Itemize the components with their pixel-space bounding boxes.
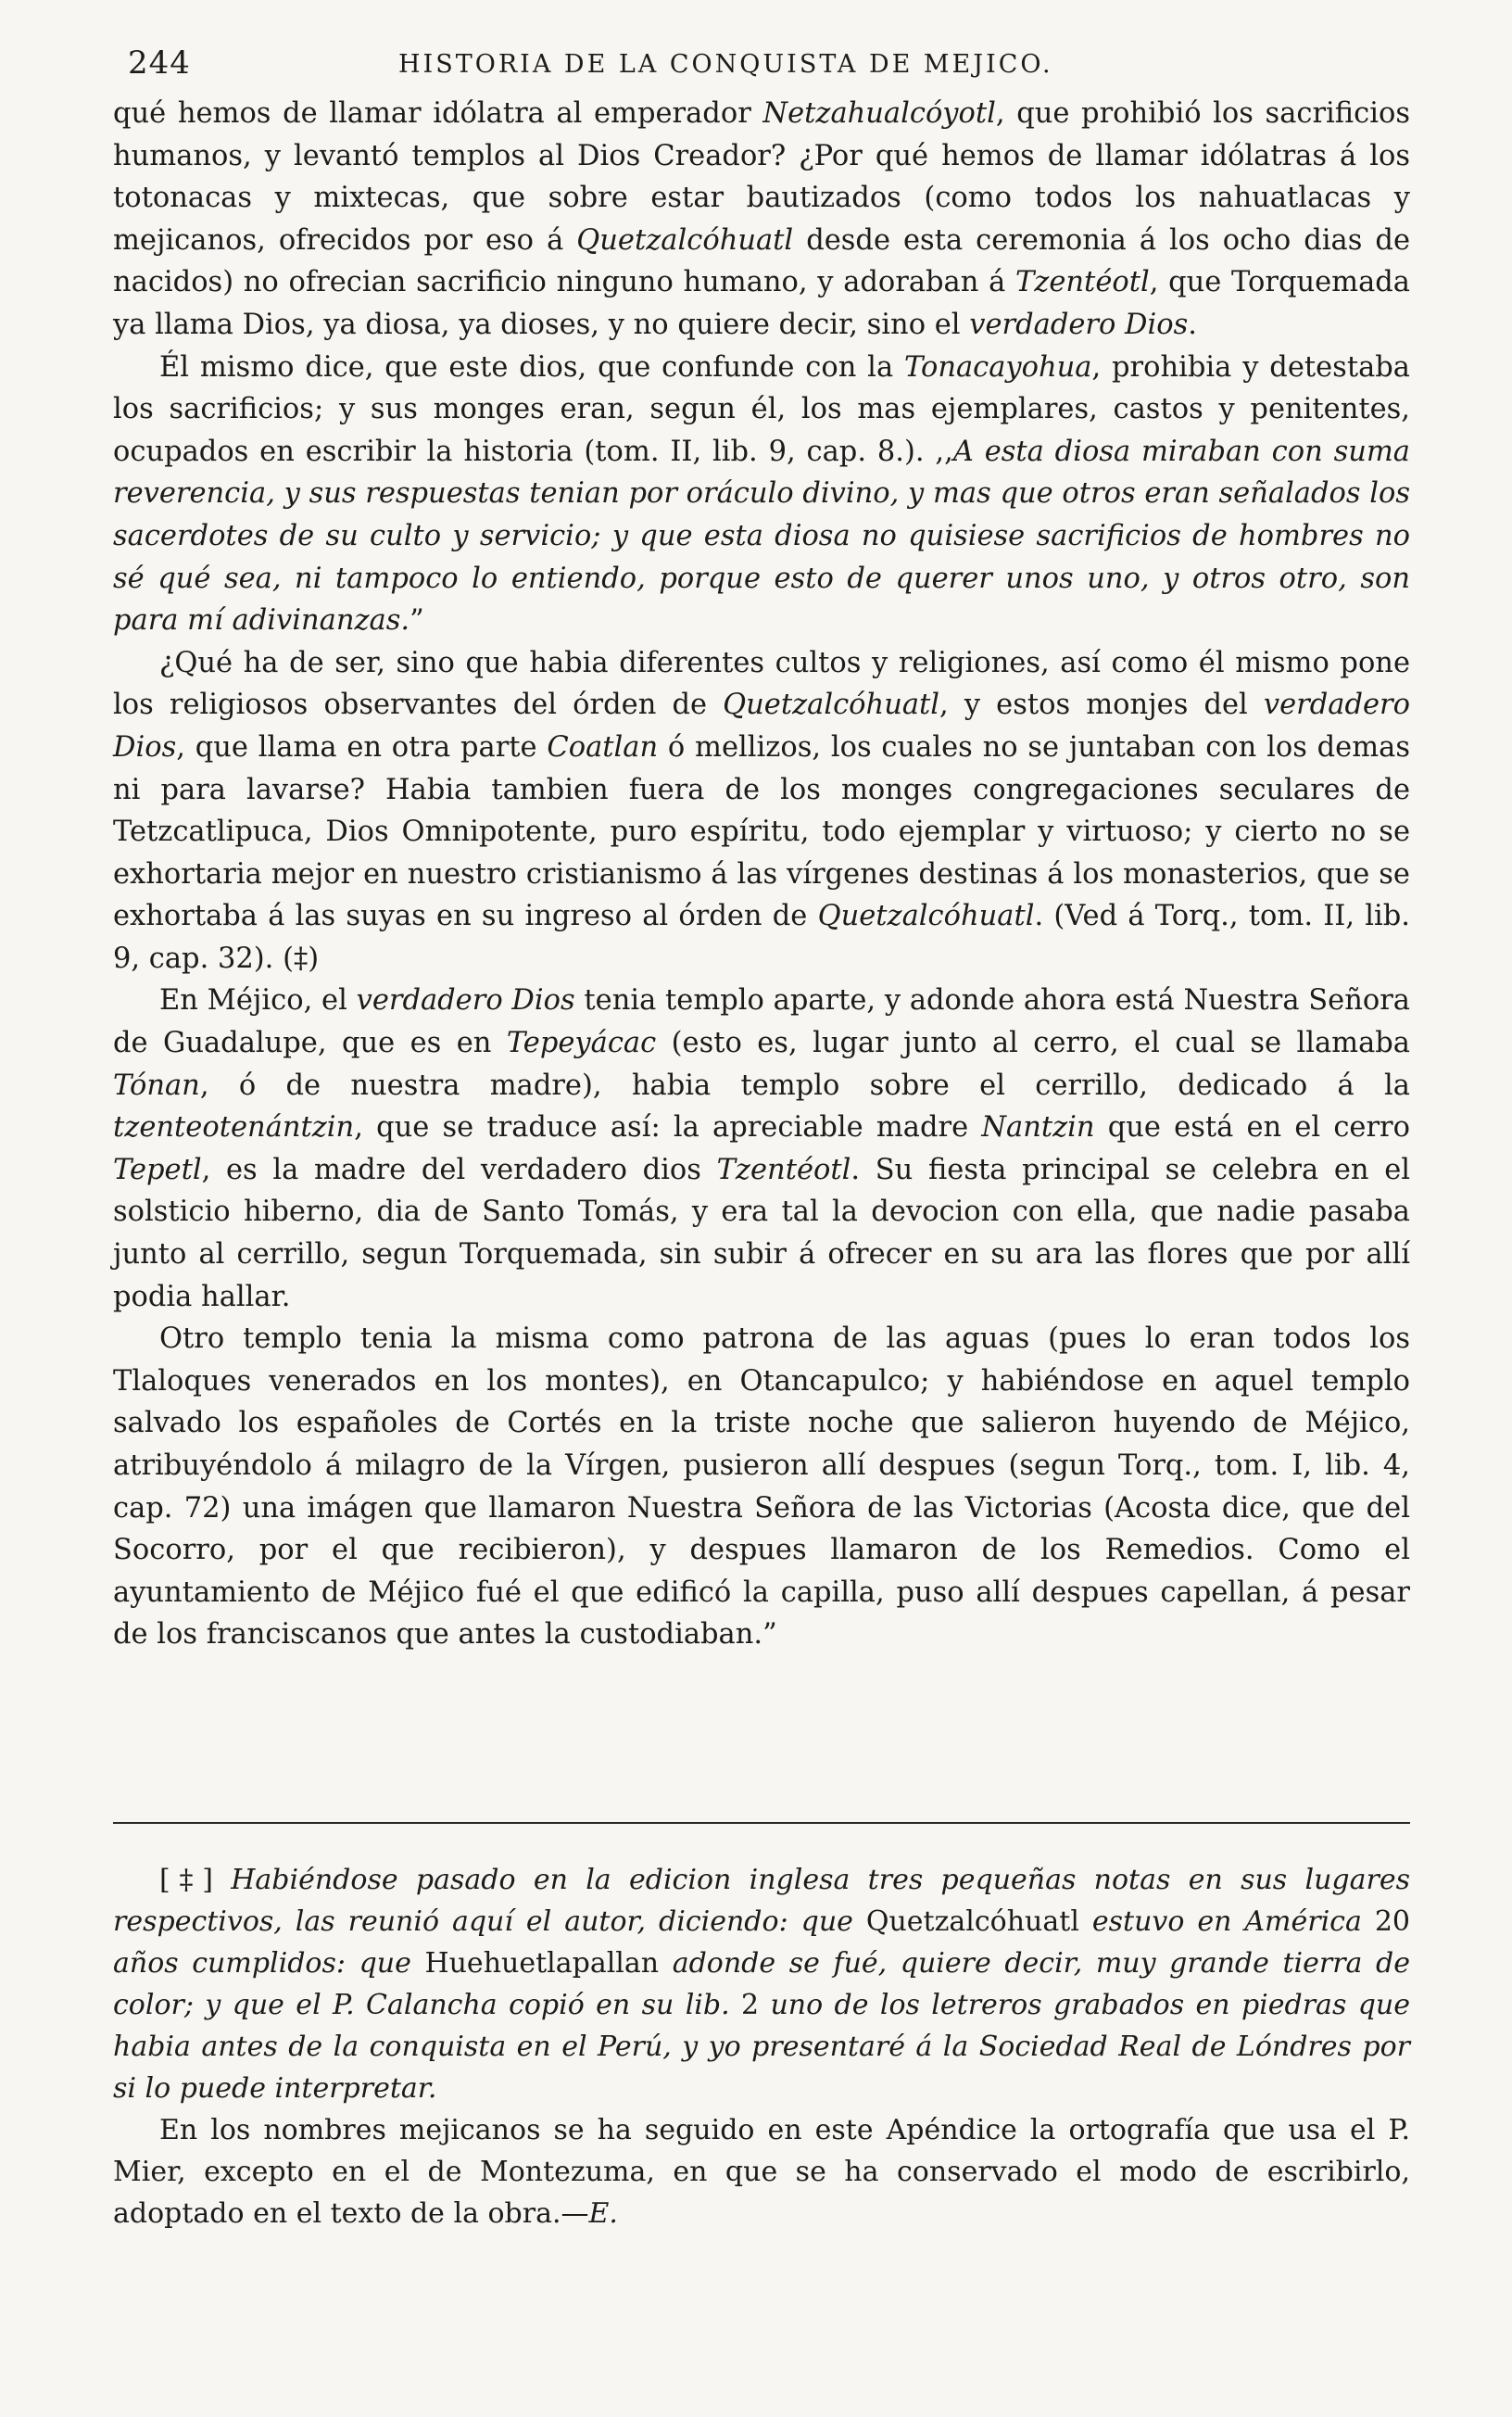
text-run: , que se traduce así: la apreciable madre bbox=[354, 1111, 982, 1145]
text-run: . (Ved á Torq., tom. II, lib. 9, cap. 32). (‡) bbox=[113, 900, 1410, 975]
text-run: . bbox=[1188, 308, 1197, 341]
italic-run: Netzahualcóyotl bbox=[762, 97, 996, 130]
italic-run: Tzentéotl bbox=[716, 1153, 851, 1186]
italic-run: Tonacayohua bbox=[903, 350, 1092, 384]
text-run: ¿Qué ha de ser, sino que habia diferentes cultos y religiones, así como él mismo pone los religiosos observantes del órden de bbox=[113, 646, 1410, 722]
italic-run: Quetzalcóhuatl bbox=[723, 689, 940, 722]
italic-run: E. bbox=[588, 2197, 618, 2230]
text-run: , y estos monjes del bbox=[939, 689, 1264, 722]
page-number: 244 bbox=[128, 44, 191, 82]
italic-run: verdadero Dios bbox=[969, 308, 1189, 341]
text-run: Él mismo dice, que este dios, que confunde con la bbox=[159, 350, 904, 384]
paragraph-1 bbox=[113, 93, 1410, 347]
text-run: desde esta ceremonia á los ocho dias de nacidos) no ofrecian sacrificio ninguno humano, y adoraban á bbox=[113, 223, 1410, 299]
running-head: HISTORIA DE LA CONQUISTA DE MEJICO. bbox=[398, 50, 1053, 79]
text-run: 20 bbox=[1374, 1905, 1410, 1938]
footnote-2 bbox=[113, 2109, 1410, 2234]
footnote-mark: [‡] bbox=[159, 1864, 232, 1896]
paragraph-4 bbox=[113, 980, 1410, 1318]
text-run: Otro templo tenia la misma como patrona de las aguas (pues lo eran todos los Tlaloques venerados en los montes), en Otancapulco; y habiéndose en aquel templo salvado los españoles de Cortés en la triste noche que salieron huyendo de Méjico, atribuyéndolo á milagro de la Vírgen, pusieron allí despues (segun Torq., tom. I, lib. 4, cap. 72) una imágen que llamaron Nuestra Señora de las Victorias (Acosta dice, que del Socorro, por el que recibieron), y despues llamaron de los Remedios. Como el ayuntamiento de Méjico fué el que edificó la capilla, puso allí despues capellan, á pesar de los franciscanos que antes la custodiaban.” bbox=[113, 1322, 1410, 1651]
text-run: Quetzalcóhuatl bbox=[865, 1905, 1079, 1938]
text-run: , que prohibió los sacrificios humanos, y levantó templos al Dios Creador? ¿Por qué hemos de llamar idólatras á los totonacas y mixtecas, que sobre estar bautizados (como todos los nahuatlacas y mejicanos, ofrecidos por eso á bbox=[113, 97, 1410, 257]
text-run: qué hemos de llamar idólatra al emperador bbox=[113, 97, 763, 130]
italic-run: Tepeyácac bbox=[506, 1027, 657, 1060]
italic-run: Habiéndose pasado en la edicion inglesa tres pequeñas notas en sus lugares respectivos, las reunió aquí el autor, diciendo: que bbox=[113, 1864, 1410, 1938]
footnote-divider bbox=[113, 1822, 1410, 1824]
italic-run: verdadero Dios bbox=[113, 689, 1410, 764]
quotation: A esta diosa miraban con suma reverencia, y sus respuestas tenian por oráculo divino, y mas que otros eran señalados los sacerdotes de su culto y servicio; y que esta diosa no quisiese sacrificios de hombres no sé qué sea, ni tampoco lo entiendo, porque esto de querer unos uno, y otros otro, son para mí adivinanzas. bbox=[113, 435, 1410, 638]
page-header bbox=[0, 44, 1512, 82]
footnote-1 bbox=[113, 1859, 1410, 2109]
text-run: , prohibia y detestaba los sacrificios; y sus monges eran, segun él, los mas ejemplares, castos y penitentes, ocupados en escribir la historia (tom. II, lib. 9, cap. 8.). ,, bbox=[113, 350, 1410, 468]
text-run: En Méjico, el bbox=[159, 984, 357, 1018]
italic-run: Quetzalcóhuatl bbox=[817, 900, 1035, 933]
italic-run: Nantzin bbox=[981, 1111, 1095, 1145]
italic-run: Tónan bbox=[113, 1069, 200, 1102]
main-text bbox=[113, 93, 1410, 1656]
text-run: ” bbox=[410, 604, 424, 638]
text-run: que está en el cerro bbox=[1094, 1111, 1410, 1145]
footnotes bbox=[113, 1859, 1410, 2234]
text-run: ó mellizos, los cuales no se juntaban con los demas ni para lavarse? Habia tambien fuera de los monges congregaciones seculares de Tetzcatlipuca, Dios Omnipotente, puro espíritu, todo ejemplar y virtuoso; y cierto no se exhortaria mejor en nuestro cristianismo á las vírgenes destinas á los monasterios, que se exhortaba á las suyas en su ingreso al órden de bbox=[113, 730, 1410, 933]
text-run: , es la madre del verdadero dios bbox=[201, 1153, 717, 1186]
italic-run: Tepetl bbox=[113, 1153, 202, 1186]
text-run: tenia templo aparte, y adonde ahora está Nuestra Señora de Guadalupe, que es en bbox=[113, 984, 1410, 1060]
italic-run: tzenteotenántzin bbox=[113, 1111, 355, 1145]
italic-run: Quetzalcóhuatl bbox=[576, 223, 794, 257]
italic-run: estuvo en América bbox=[1078, 1905, 1375, 1938]
text-run: (esto es, lugar junto al cerro, el cual se llamaba bbox=[656, 1027, 1410, 1060]
text-run: 2 bbox=[741, 1989, 760, 2021]
paragraph-3 bbox=[113, 642, 1410, 981]
text-run: Huehuetlapallan bbox=[424, 1947, 660, 1980]
italic-run: uno de los letreros grabados en piedras que habia antes de la conquista en el Perú, y yo presentaré á la Sociedad Real de Lóndres por si lo puede interpretar. bbox=[113, 1989, 1410, 2105]
text-run: . Su fiesta principal se celebra en el solsticio hiberno, dia de Santo Tomás, y era tal la devocion con ella, que nadie pasaba junto al cerrillo, segun Torquemada, sin subir á ofrecer en su ara las flores que por allí podia hallar. bbox=[113, 1153, 1410, 1313]
italic-run: años cumplidos: que bbox=[113, 1947, 425, 1980]
text-run: , ó de nuestra madre), habia templo sobre el cerrillo, dedicado á la bbox=[199, 1069, 1410, 1102]
italic-run: Tzentéotl bbox=[1014, 266, 1150, 299]
italic-run: adonde se fué, quiere decir, muy grande tierra de color; y que el P. Calancha copió en su lib. bbox=[113, 1947, 1410, 2021]
italic-run: verdadero Dios bbox=[356, 984, 575, 1018]
text-run: , que Torquemada ya llama Dios, ya diosa, ya dioses, y no quiere decir, sino el bbox=[113, 266, 1410, 341]
paragraph-2 bbox=[113, 347, 1410, 642]
text-run: En los nombres mejicanos se ha seguido en este Apéndice la ortografía que usa el P. Mier, excepto en el de Montezuma, en que se ha conservado el modo de escribirlo, adoptado en el texto de la obra.— bbox=[113, 2114, 1410, 2230]
italic-run: Coatlan bbox=[547, 730, 659, 764]
paragraph-5 bbox=[113, 1318, 1410, 1656]
text-run: , que llama en otra parte bbox=[176, 730, 548, 764]
